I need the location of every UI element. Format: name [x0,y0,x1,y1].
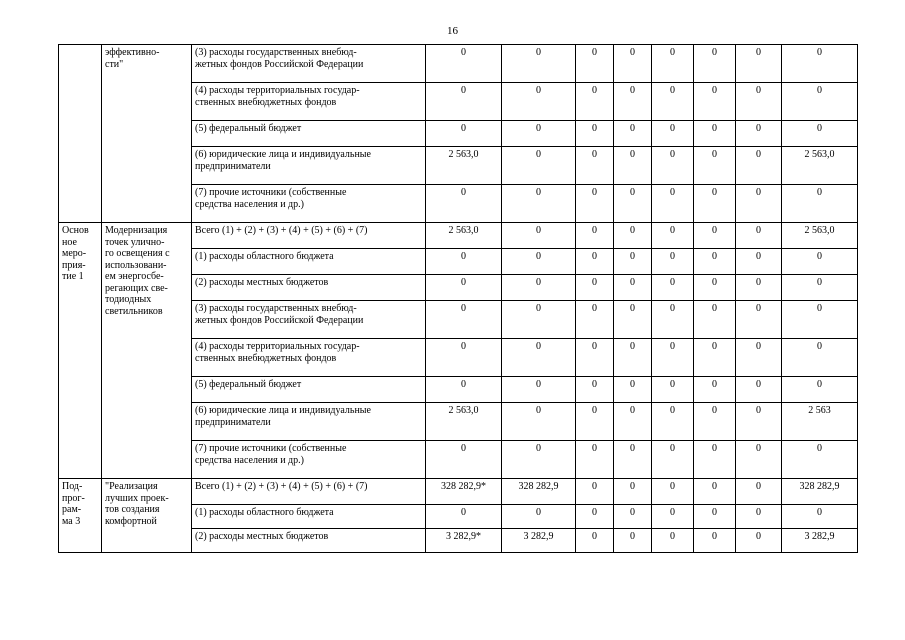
amount-cell: 0 [576,121,614,147]
amount-cell: 0 [782,301,858,339]
funding-source-cell: (3) расходы государственных внебюд- жетных фондов Российской Федерации [192,301,426,339]
amount-cell: 0 [694,249,736,275]
amount-cell: 0 [502,339,576,377]
amount-cell: 0 [576,185,614,223]
amount-cell: 0 [652,529,694,553]
amount-cell: 0 [694,441,736,479]
funding-source-cell: (6) юридические лица и индивидуальные предприниматели [192,403,426,441]
amount-cell: 0 [736,275,782,301]
amount-cell: 0 [614,121,652,147]
amount-cell: 0 [694,301,736,339]
page-number: 16 [447,25,458,37]
amount-cell: 2 563,0 [782,223,858,249]
amount-cell: 0 [652,185,694,223]
amount-cell: 328 282,9 [502,479,576,505]
amount-cell: 0 [652,377,694,403]
amount-cell: 0 [576,479,614,505]
amount-cell: 0 [782,441,858,479]
amount-cell: 2 563,0 [426,147,502,185]
amount-cell: 0 [576,147,614,185]
amount-cell: 0 [652,45,694,83]
amount-cell: 0 [736,147,782,185]
amount-cell: 0 [736,223,782,249]
amount-cell: 0 [782,249,858,275]
amount-cell: 0 [736,83,782,121]
amount-cell: 0 [502,147,576,185]
amount-cell: 0 [614,147,652,185]
amount-cell: 0 [694,479,736,505]
activity-title-cell: Модернизация точек улично- го освещения с использовани- ем энергосбе- регающих све- тодиодных светильников [102,223,192,479]
amount-cell: 0 [614,185,652,223]
amount-cell: 0 [694,275,736,301]
amount-cell: 0 [782,185,858,223]
amount-cell: 0 [736,441,782,479]
amount-cell: 0 [736,121,782,147]
amount-cell: 0 [614,377,652,403]
amount-cell: 0 [736,529,782,553]
amount-cell: 0 [652,121,694,147]
amount-cell: 0 [736,377,782,403]
amount-cell: 0 [576,441,614,479]
amount-cell: 2 563,0 [782,147,858,185]
amount-cell: 0 [426,377,502,403]
amount-cell: 0 [576,339,614,377]
amount-cell: 328 282,9* [426,479,502,505]
amount-cell: 0 [576,45,614,83]
amount-cell: 0 [694,339,736,377]
table-row [59,45,858,83]
funding-source-cell: (2) расходы местных бюджетов [192,275,426,301]
amount-cell: 0 [576,83,614,121]
amount-cell: 0 [782,121,858,147]
amount-cell: 0 [576,275,614,301]
amount-cell: 328 282,9 [782,479,858,505]
amount-cell: 0 [502,505,576,529]
amount-cell: 0 [502,121,576,147]
amount-cell: 0 [694,377,736,403]
table-row [59,223,858,249]
amount-cell: 3 282,9* [426,529,502,553]
funding-source-cell: (7) прочие источники (собственные средства населения и др.) [192,441,426,479]
funding-source-cell: (7) прочие источники (собственные средства населения и др.) [192,185,426,223]
amount-cell: 0 [694,121,736,147]
amount-cell: 3 282,9 [782,529,858,553]
amount-cell: 0 [502,403,576,441]
amount-cell: 0 [652,83,694,121]
amount-cell: 0 [576,223,614,249]
activity-title-cell: "Реализация лучших проек- тов создания комфортной [102,479,192,553]
amount-cell: 0 [736,403,782,441]
amount-cell: 0 [736,505,782,529]
amount-cell: 0 [576,505,614,529]
amount-cell: 0 [614,505,652,529]
funding-source-cell: (4) расходы территориальных государ- ственных внебюджетных фондов [192,83,426,121]
activity-code-cell: Под- прог- рам- ма 3 [59,479,102,553]
funding-source-cell: (6) юридические лица и индивидуальные предприниматели [192,147,426,185]
amount-cell: 0 [652,147,694,185]
amount-cell: 0 [576,301,614,339]
amount-cell: 0 [426,339,502,377]
amount-cell: 0 [426,249,502,275]
amount-cell: 0 [736,339,782,377]
amount-cell: 3 282,9 [502,529,576,553]
amount-cell: 0 [426,185,502,223]
amount-cell: 0 [694,505,736,529]
funding-source-cell: (5) федеральный бюджет [192,377,426,403]
amount-cell: 0 [614,403,652,441]
amount-cell: 0 [782,275,858,301]
amount-cell: 0 [426,275,502,301]
amount-cell: 0 [694,403,736,441]
amount-cell: 0 [614,45,652,83]
amount-cell: 0 [502,223,576,249]
funding-source-cell: (4) расходы территориальных государ- ственных внебюджетных фондов [192,339,426,377]
amount-cell: 0 [614,339,652,377]
activity-code-cell: Основ ное меро- прия- тие 1 [59,223,102,479]
amount-cell: 0 [782,377,858,403]
amount-cell: 0 [502,275,576,301]
amount-cell: 0 [736,479,782,505]
amount-cell: 0 [736,301,782,339]
amount-cell: 0 [614,223,652,249]
amount-cell: 0 [652,275,694,301]
funding-source-cell: (5) федеральный бюджет [192,121,426,147]
amount-cell: 0 [782,339,858,377]
amount-cell: 0 [694,223,736,249]
amount-cell: 0 [652,249,694,275]
amount-cell: 0 [782,45,858,83]
amount-cell: 0 [652,223,694,249]
amount-cell: 0 [502,441,576,479]
funding-source-cell: (3) расходы государственных внебюд- жетных фондов Российской Федерации [192,45,426,83]
activity-code-cell [59,45,102,223]
amount-cell: 0 [736,185,782,223]
amount-cell: 0 [782,505,858,529]
amount-cell: 0 [614,275,652,301]
funding-source-cell: (2) расходы местных бюджетов [192,529,426,553]
amount-cell: 0 [694,529,736,553]
amount-cell: 0 [782,83,858,121]
amount-cell: 0 [614,301,652,339]
amount-cell: 2 563,0 [426,403,502,441]
amount-cell: 0 [502,377,576,403]
amount-cell: 0 [736,45,782,83]
funding-source-cell: (1) расходы областного бюджета [192,249,426,275]
amount-cell: 0 [694,185,736,223]
amount-cell: 0 [614,441,652,479]
amount-cell: 2 563,0 [426,223,502,249]
amount-cell: 0 [614,479,652,505]
amount-cell: 0 [652,339,694,377]
amount-cell: 0 [426,441,502,479]
amount-cell: 0 [652,505,694,529]
amount-cell: 0 [736,249,782,275]
amount-cell: 0 [502,83,576,121]
amount-cell: 0 [652,403,694,441]
amount-cell: 0 [426,121,502,147]
amount-cell: 0 [502,45,576,83]
amount-cell: 0 [502,301,576,339]
funding-source-cell: Всего (1) + (2) + (3) + (4) + (5) + (6) + (7) [192,479,426,505]
amount-cell: 0 [652,479,694,505]
amount-cell: 0 [502,185,576,223]
amount-cell: 0 [576,377,614,403]
amount-cell: 0 [652,301,694,339]
funding-source-cell: (1) расходы областного бюджета [192,505,426,529]
table-row [59,479,858,505]
amount-cell: 0 [502,249,576,275]
amount-cell: 0 [426,505,502,529]
funding-source-cell: Всего (1) + (2) + (3) + (4) + (5) + (6) + (7) [192,223,426,249]
amount-cell: 0 [694,45,736,83]
amount-cell: 0 [576,403,614,441]
amount-cell: 0 [614,249,652,275]
amount-cell: 0 [694,83,736,121]
amount-cell: 0 [426,45,502,83]
amount-cell: 2 563 [782,403,858,441]
amount-cell: 0 [576,249,614,275]
amount-cell: 0 [694,147,736,185]
budget-table [58,44,858,553]
amount-cell: 0 [652,441,694,479]
amount-cell: 0 [426,301,502,339]
amount-cell: 0 [576,529,614,553]
amount-cell: 0 [426,83,502,121]
amount-cell: 0 [614,83,652,121]
amount-cell: 0 [614,529,652,553]
activity-title-cell: эффективно- сти" [102,45,192,223]
